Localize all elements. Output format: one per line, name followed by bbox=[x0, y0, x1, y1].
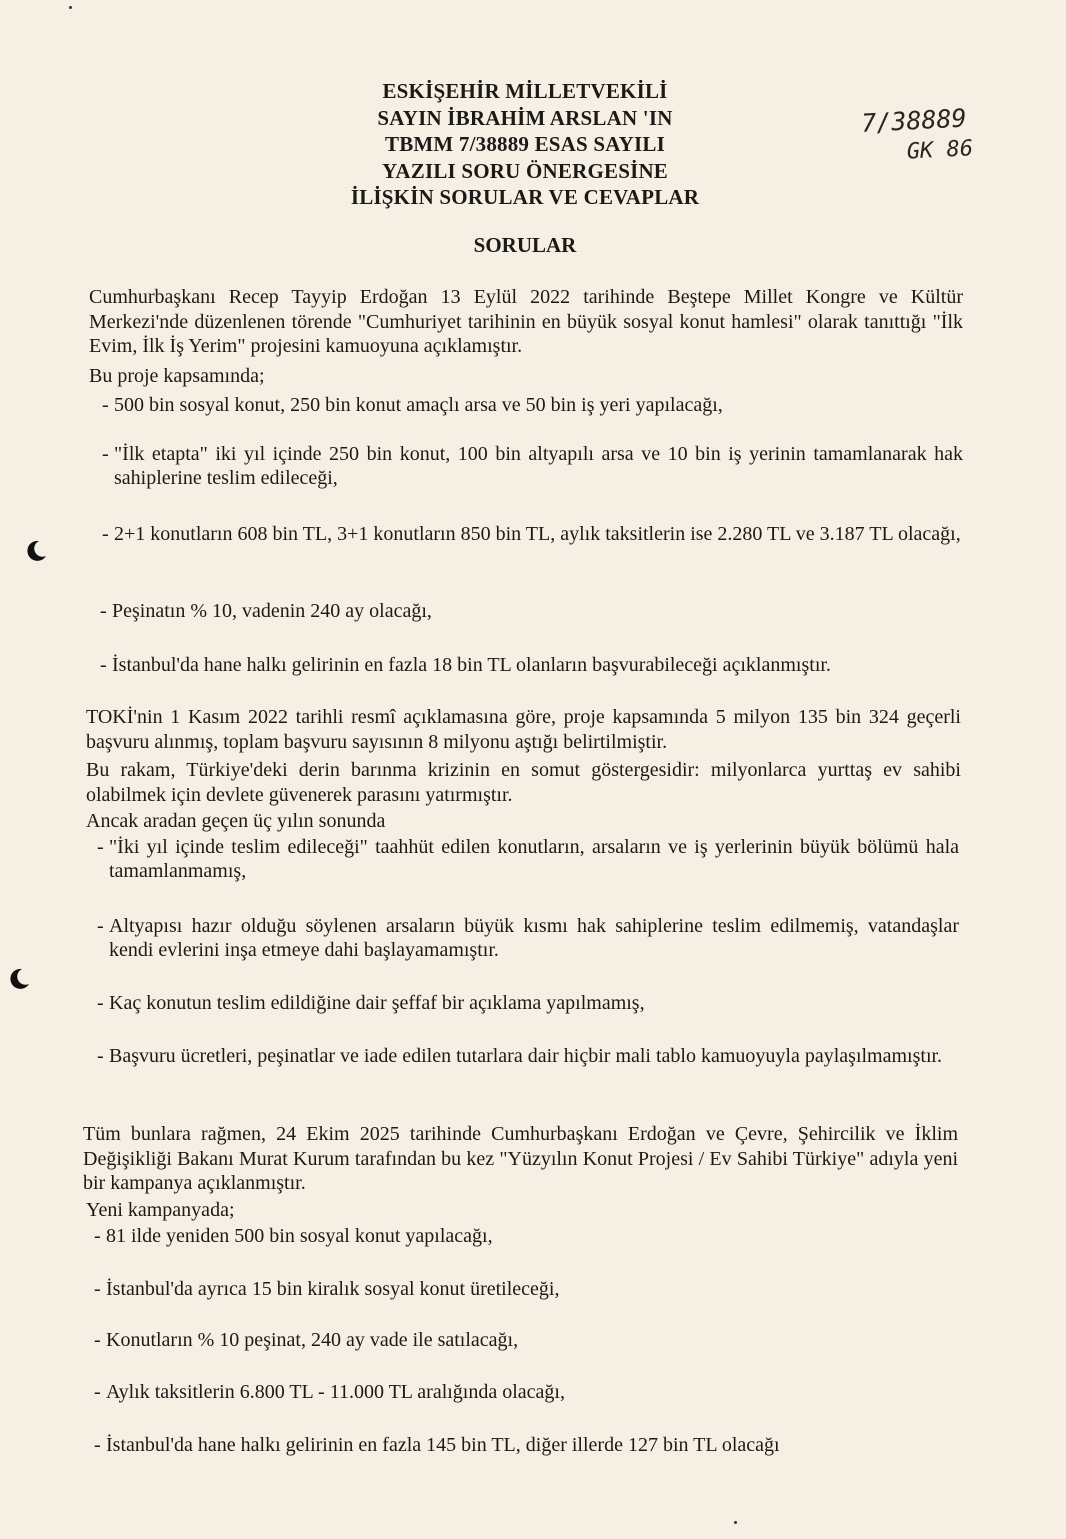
header-line: SAYIN İBRAHİM ARSLAN 'IN bbox=[377, 105, 673, 130]
list-dash: - bbox=[94, 1381, 101, 1403]
list-dash: - bbox=[97, 992, 104, 1014]
toki-paragraph: TOKİ'nin 1 Kasım 2022 tarihli resmî açıklamasına göre, proje kapsamında 5 milyon 135 bin 324 geçerli başvuru alınmış, toplam başvuru sayısının 8 milyonu aştığı belirtilmiştir. bbox=[86, 706, 961, 753]
header-line: YAZILI SORU ÖNERGESİNE bbox=[381, 158, 669, 183]
list-item-text: Konutların % 10 peşinat, 240 ay vade ile satılacağı, bbox=[106, 1329, 519, 1351]
scan-speck bbox=[69, 6, 72, 9]
list-item bbox=[102, 442, 963, 490]
list-item-text: Peşinatın % 10, vadenin 240 ay olacağı, bbox=[112, 600, 432, 622]
list-item-text: "İki yıl içinde teslim edileceği" taahhüt edilen konutların, arsaların ve iş yerlerinin büyük bölümü hala tamamlanmamış, bbox=[109, 836, 959, 882]
list-item bbox=[97, 1044, 959, 1068]
list-item-text: Aylık taksitlerin 6.800 TL - 11.000 TL aralığında olacağı, bbox=[106, 1381, 565, 1403]
punch-hole-mark bbox=[5, 966, 31, 992]
list-dash: - bbox=[100, 654, 107, 676]
list-item-text: Başvuru ücretleri, peşinatlar ve iade edilen tutarlara dair hiçbir mali tablo kamuoyuyla paylaşılmamıştır. bbox=[109, 1045, 943, 1067]
list-item bbox=[102, 522, 963, 546]
list-dash: - bbox=[97, 1045, 104, 1067]
scan-speck bbox=[734, 1521, 737, 1524]
list-dash: - bbox=[102, 523, 109, 545]
list-item bbox=[97, 835, 959, 883]
lead-paragraph: Ancak aradan geçen üç yılın sonunda bbox=[86, 810, 386, 832]
list-dash: - bbox=[94, 1434, 101, 1456]
crisis-paragraph: Bu rakam, Türkiye'deki derin barınma krizinin en somut göstergesidir: milyonlarca yurttaş ev sahibi olabilmek için devlete güvenerek parasını yatırmıştır. bbox=[86, 759, 961, 806]
list-item bbox=[94, 1433, 966, 1457]
list-dash: - bbox=[94, 1329, 101, 1351]
punch-hole-mark bbox=[22, 538, 48, 564]
section-title: SORULAR bbox=[473, 233, 577, 257]
list-item bbox=[100, 599, 612, 623]
handwritten-note bbox=[860, 100, 1013, 170]
lead-paragraph: Yeni kampanyada; bbox=[86, 1199, 235, 1221]
list-dash: - bbox=[97, 836, 104, 858]
list-item-text: 81 ilde yeniden 500 bin sosyal konut yapılacağı, bbox=[106, 1225, 493, 1247]
handwritten-code: GK 86 bbox=[906, 136, 974, 165]
list-item-text: İstanbul'da hane halkı gelirinin en fazla 145 bin TL, diğer illerde 127 bin TL olacağı bbox=[106, 1434, 780, 1456]
handwritten-ref: 7/38889 bbox=[860, 103, 968, 138]
list-item bbox=[102, 393, 874, 417]
list-dash: - bbox=[94, 1225, 101, 1247]
list-dash: - bbox=[102, 443, 109, 465]
list-item bbox=[94, 1328, 706, 1352]
list-item-text: "İlk etapta" iki yıl içinde 250 bin konut, 100 bin altyapılı arsa ve 10 bin iş yerinin tamamlanarak hak sahiplerine teslim edileceği, bbox=[114, 443, 963, 489]
list-item bbox=[97, 991, 769, 1015]
list-item-text: 500 bin sosyal konut, 250 bin konut amaçlı arsa ve 50 bin iş yeri yapılacağı, bbox=[114, 394, 723, 416]
document-header bbox=[300, 78, 750, 211]
list-item-text: İstanbul'da hane halkı gelirinin en fazla 18 bin TL olanların başvurabileceği açıklanmıştır. bbox=[112, 654, 831, 676]
list-dash: - bbox=[100, 600, 107, 622]
list-dash: - bbox=[97, 915, 104, 937]
list-item bbox=[97, 914, 959, 962]
list-item-text: 2+1 konutların 608 bin TL, 3+1 konutların 850 bin TL, aylık taksitlerin ise 2.280 TL ve 3.187 TL olacağı, bbox=[114, 523, 961, 545]
list-dash: - bbox=[94, 1278, 101, 1300]
list-item bbox=[94, 1380, 706, 1404]
list-dash: - bbox=[102, 394, 109, 416]
header-line: İLİŞKİN SORULAR VE CEVAPLAR bbox=[350, 185, 700, 209]
list-item-text: Altyapısı hazır olduğu söylenen arsaların büyük kısmı hak sahiplerine teslim edilmemiş, vatandaşlar kendi evlerini inşa etmeye dahi başlayamamıştır. bbox=[109, 915, 959, 961]
header-line: ESKİŞEHİR MİLLETVEKİLİ bbox=[382, 79, 668, 103]
header-line: TBMM 7/38889 ESAS SAYILI bbox=[384, 132, 665, 156]
list-item-text: Kaç konutun teslim edildiğine dair şeffaf bir açıklama yapılmamış, bbox=[109, 992, 645, 1014]
new-campaign-paragraph: Tüm bunlara rağmen, 24 Ekim 2025 tarihinde Cumhurbaşkanı Erdoğan ve Çevre, Şehircilik ve İklim Değişikliği Bakanı Murat Kurum tarafından bu kez "Yüzyılın Konut Projesi / Ev Sahibi Türkiye" adıyla yeni bir kampanya açıklanmıştır. bbox=[83, 1123, 958, 1194]
list-item-text: İstanbul'da ayrıca 15 bin kiralık sosyal konut üretileceği, bbox=[106, 1278, 560, 1300]
intro-paragraph: Cumhurbaşkanı Recep Tayyip Erdoğan 13 Eylül 2022 tarihinde Beştepe Millet Kongre ve Kültür Merkezi'nde düzenlenen törende "Cumhuriyet tarihinin en büyük sosyal konut hamlesi" olarak tanıttığı "İlk Evim, İlk İş Yerim" projesini kamuoyuna açıklamıştır. bbox=[89, 286, 963, 357]
list-item bbox=[94, 1277, 706, 1301]
list-item bbox=[94, 1224, 706, 1248]
intro-lead: Bu proje kapsamında; bbox=[89, 365, 265, 387]
list-item bbox=[100, 653, 952, 677]
